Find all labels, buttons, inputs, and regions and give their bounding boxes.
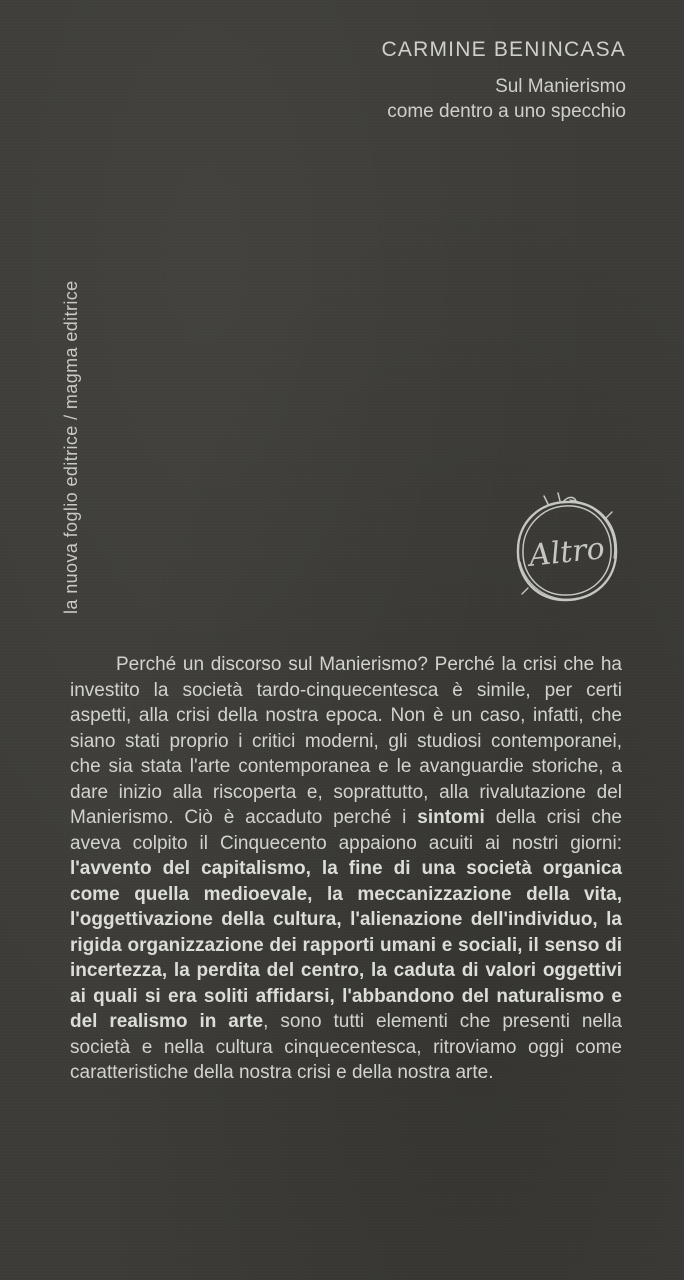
title-line-2: come dentro a uno specchio [387,101,626,122]
book-title [387,74,626,124]
altro-circle-logo-icon [508,492,626,610]
blurb-bold-segment: sintomi [417,807,485,828]
author-name: CARMINE BENINCASA [381,38,626,61]
back-cover-blurb [70,652,622,1086]
title-line-1: Sul Manierismo [495,76,626,97]
publisher-vertical-text: la nuova foglio editrice / magma editrice [61,280,81,614]
blurb-segment: Perché un discorso sul Manierismo? Perché la crisi che ha investito la società tardo-cinquecentesca è simile, per certi aspetti, alla crisi della nostra epoca. Non è un caso, infatti, che siano stati proprio i critici moderni, gli studiosi contemporanei, che sia stata l'arte contemporanea e le avanguardie storiche, a dare inizio alla riscoperta e, soprattutto, alla rivalutazione del Manierismo. Ciò è accaduto perché i [70,654,622,828]
blurb-segment: , sono tutti elementi che presenti nella società e nella cultura cinquecentesca, ritroviamo oggi come caratteristiche della nostra crisi e della nostra arte. [70,1011,623,1083]
blurb-bold-segment: l'avvento del capitalismo, la fine di una società organica come quella medioevale, la meccanizzazione della vita, l'oggettivazione della cultura, l'alienazione dell'individuo, la rigida organizzazione dei rapporti umani e sociali, il senso di incertezza, la perdita del centro, la caduta di valori oggettivi ai quali si era soliti affidarsi, l'abbandono del naturalismo e del realismo in arte [70,858,622,1032]
logo-text: Altro [527,531,607,574]
blurb-segment: della crisi che aveva colpito il Cinquecento appaiono acuiti ai nostri giorni: [70,807,622,854]
